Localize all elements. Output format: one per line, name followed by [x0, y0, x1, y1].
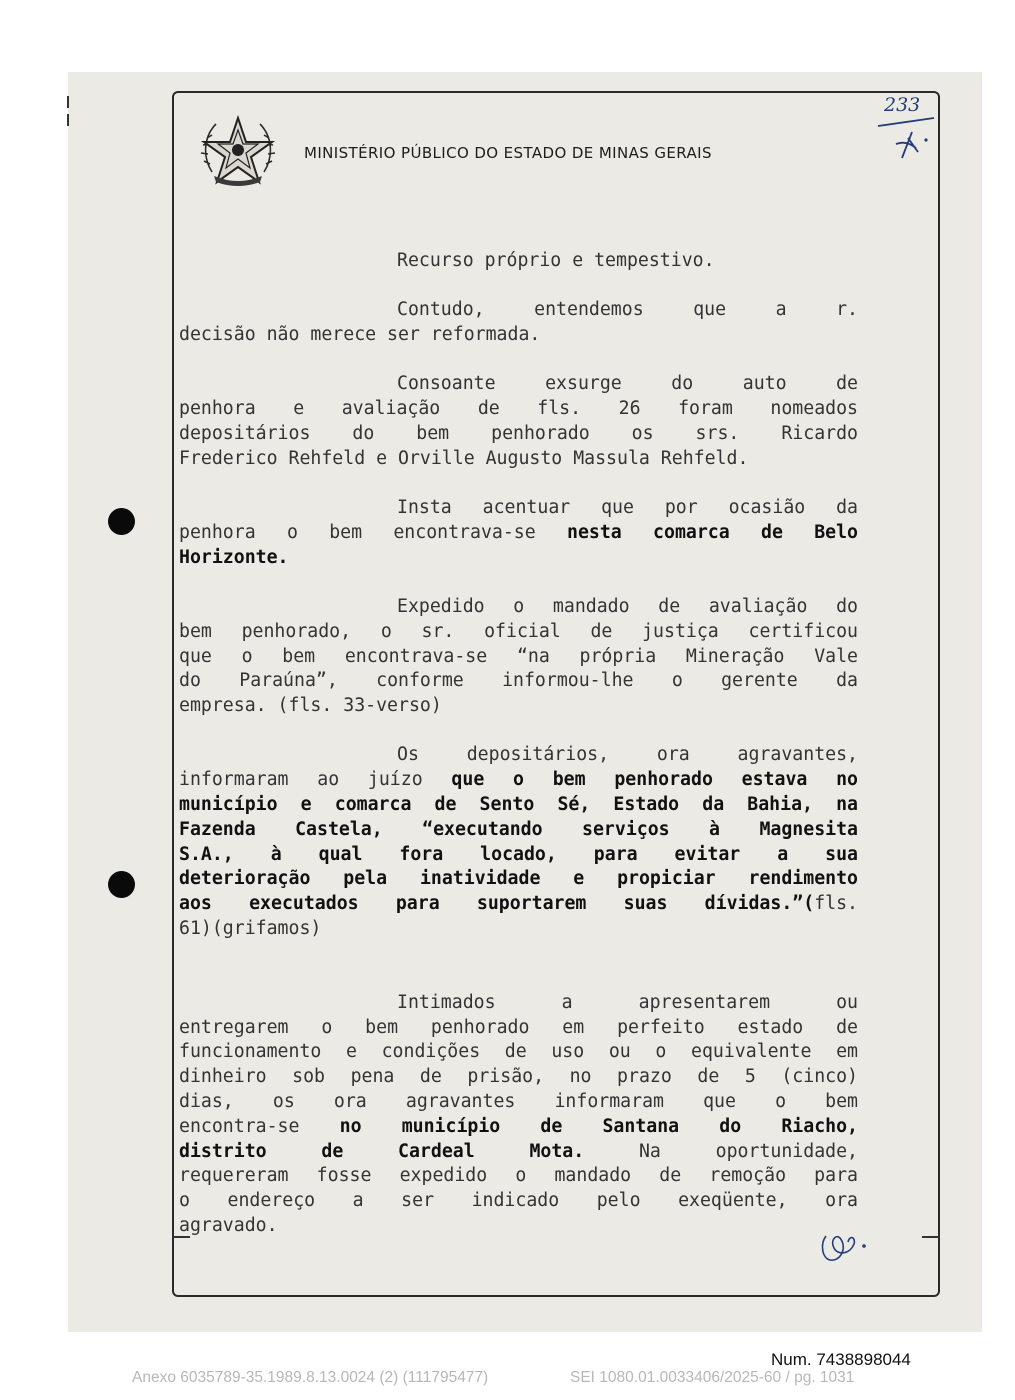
text-line — [179, 1016, 858, 1041]
text-segment: Expedido o mandado de avaliação do — [397, 595, 858, 617]
text-line — [179, 1164, 858, 1189]
text-line — [179, 323, 858, 348]
text-line — [179, 694, 858, 719]
text-line — [179, 818, 858, 843]
text-line — [179, 496, 858, 521]
text-segment: bem penhorado, o sr. oficial de justiça certificou — [179, 620, 858, 642]
text-segment: Intimados a apresentarem ou — [397, 991, 858, 1013]
text-line — [179, 991, 858, 1016]
text-segment: Na oportunidade, — [584, 1140, 858, 1162]
paragraph-p4 — [179, 496, 858, 570]
text-segment: dias, os ora agravantes informaram que o bem — [179, 1091, 858, 1113]
bold-text-segment: município e comarca de Sento Sé, Estado da Bahia, na — [179, 794, 858, 816]
bold-text-segment: que o bem penhorado estava no — [451, 769, 858, 791]
paragraph-p6 — [179, 743, 858, 941]
paragraph-p5 — [179, 595, 858, 719]
text-segment: que o bem encontrava-se “na própria Mineração Vale — [179, 645, 858, 667]
punch-hole-bottom — [108, 871, 135, 898]
text-segment: depositários do bem penhorado os srs. Ricardo — [179, 422, 858, 444]
text-segment: encontra-se — [179, 1115, 340, 1137]
text-line — [179, 892, 858, 917]
text-segment: entregarem o bem penhorado em perfeito estado de — [179, 1016, 858, 1038]
margin-marks — [67, 96, 70, 132]
footer-document-number: Num. 7438898044 — [771, 1350, 911, 1369]
institution-header: MINISTÉRIO PÚBLICO DO ESTADO DE MINAS GERAIS — [304, 144, 712, 162]
text-line — [179, 843, 858, 868]
text-segment: funcionamento e condições de uso ou o equivalente em — [179, 1041, 858, 1063]
text-line — [179, 1040, 858, 1065]
text-segment: penhora o bem encontrava-se — [179, 521, 567, 543]
text-line — [179, 768, 858, 793]
text-line — [179, 1065, 858, 1090]
text-line — [179, 249, 858, 274]
text-line — [179, 447, 858, 472]
text-line — [179, 546, 858, 571]
text-segment: decisão não merece ser reformada. — [179, 324, 541, 346]
text-segment: Frederico Rehfeld e Orville Augusto Massula Rehfeld. — [179, 447, 749, 469]
paragraph-p1 — [179, 249, 858, 274]
text-line — [179, 521, 858, 546]
text-line — [179, 743, 858, 768]
text-line — [179, 1090, 858, 1115]
text-line — [179, 595, 858, 620]
paragraph-p2 — [179, 298, 858, 348]
text-line — [179, 397, 858, 422]
bold-text-segment: Fazenda Castela, “executando serviços à Magnesita — [179, 818, 858, 840]
bold-text-segment: S.A., à qual fora locado, para evitar a sua — [179, 843, 858, 865]
text-line — [179, 1189, 858, 1214]
text-line — [179, 620, 858, 645]
text-segment: penhora e avaliação de fls. 26 foram nomeados — [179, 398, 858, 420]
text-line — [179, 1140, 858, 1165]
bold-text-segment: no município de Santana do Riacho, — [339, 1115, 858, 1137]
bold-text-segment: Horizonte. — [179, 546, 289, 568]
text-line — [179, 1115, 858, 1140]
bold-text-segment: aos executados para suportarem suas dívidas.”( — [179, 893, 815, 915]
text-segment: requereram fosse expedido o mandado de remoção para — [179, 1165, 858, 1187]
text-segment: 61)(grifamos) — [179, 918, 322, 940]
text-segment: empresa. (fls. 33-verso) — [179, 695, 442, 717]
text-line — [179, 645, 858, 670]
right-border-tick — [922, 1236, 940, 1238]
paragraph-p3 — [179, 372, 858, 471]
text-segment: dinheiro sob pena de prisão, no prazo de 5 (cinco) — [179, 1066, 858, 1088]
text-segment: Consoante exsurge do auto de — [397, 373, 858, 395]
text-segment: informaram ao juízo — [179, 769, 452, 791]
text-line — [179, 1214, 858, 1239]
text-segment: Contudo, entendemos que a r. — [397, 299, 858, 321]
footer-annex-reference: Anexo 6035789-35.1989.8.13.0024 (2) (111795477) — [132, 1369, 489, 1386]
text-segment: do Paraúna”, conforme informou-lhe o gerente da — [179, 670, 858, 692]
minas-gerais-coat-of-arms-icon — [198, 112, 278, 192]
handwritten-initials-signature — [818, 1224, 874, 1266]
text-segment: Insta acentuar que por ocasião da — [397, 497, 858, 519]
text-segment: agravado. — [179, 1215, 278, 1236]
text-line — [179, 422, 858, 447]
text-segment: fls. — [814, 893, 858, 915]
bold-text-segment: deterioração pela inatividade e propiciar rendimento — [179, 868, 858, 890]
text-line — [179, 793, 858, 818]
text-line — [179, 298, 858, 323]
text-line — [179, 669, 858, 694]
bold-text-segment: distrito de Cardeal Mota. — [179, 1140, 585, 1162]
text-line — [179, 917, 858, 942]
text-segment: Recurso próprio e tempestivo. — [397, 250, 715, 271]
document-body — [179, 249, 858, 1263]
paragraph-p7 — [179, 991, 858, 1239]
text-line — [179, 867, 858, 892]
handwritten-page-number: 233 — [884, 94, 921, 116]
text-line — [179, 372, 858, 397]
text-segment: Os depositários, ora agravantes, — [397, 744, 858, 766]
punch-hole-top — [108, 508, 135, 535]
text-segment: o endereço a ser indicado pelo exeqüente, ora — [179, 1190, 858, 1212]
bold-text-segment: nesta comarca de Belo — [567, 521, 858, 543]
footer-sei-reference: SEI 1080.01.0033406/2025-60 / pg. 1031 — [570, 1369, 855, 1386]
